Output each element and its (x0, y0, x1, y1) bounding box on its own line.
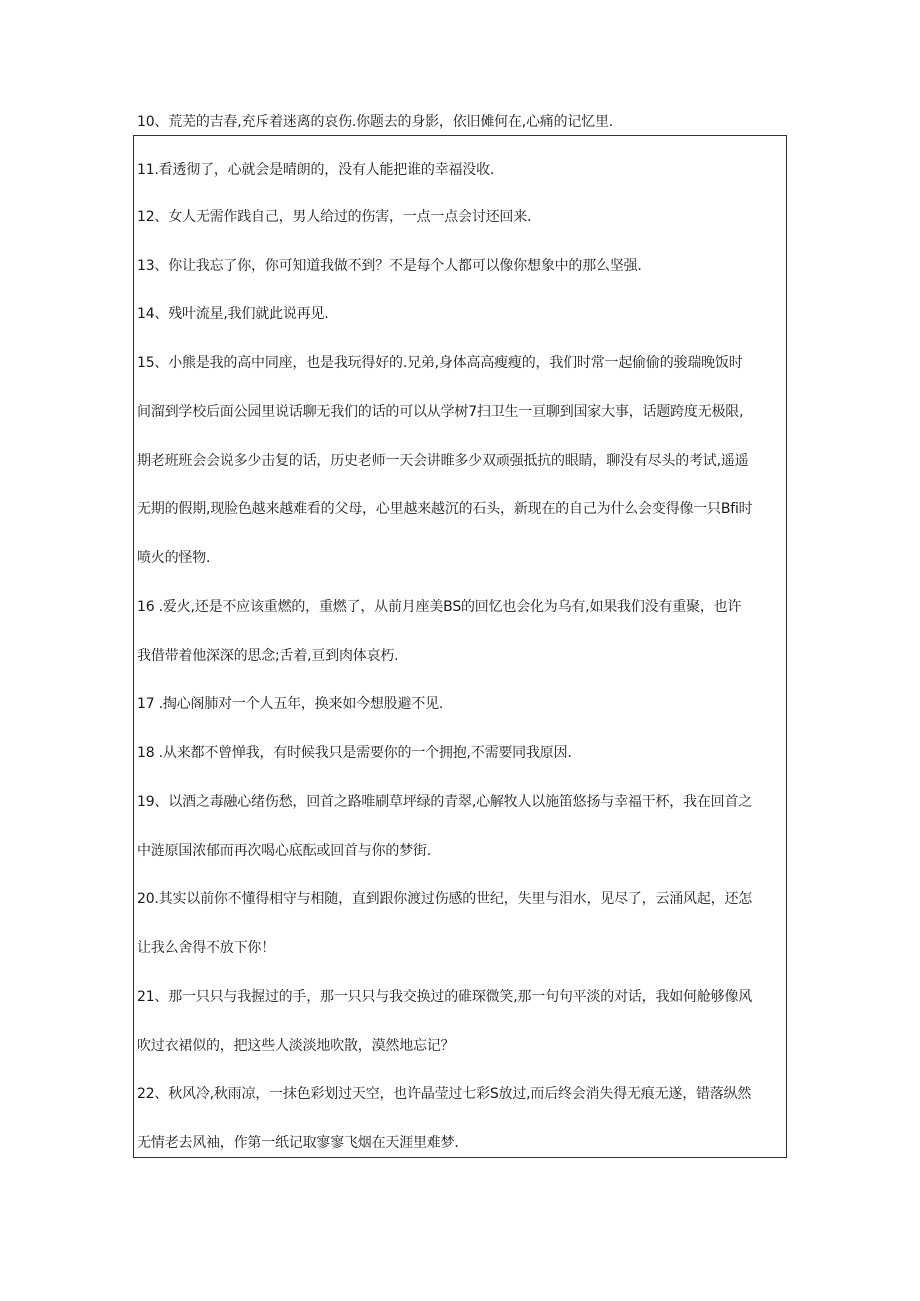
text-line-12: 12、女人无需作践自己，男人给过的伤害，一点一点会讨还回来. (137, 209, 532, 225)
text-line-18: 18 .从来都不曾惮我，有时候我只是需要你的一个拥抱,不需要同我原因. (137, 745, 572, 761)
text-line-15c: 期老班班会会说多少击复的话，历史老师一天会讲睢多少双顽强抵抗的眼睛，聊没有尽头的考试,遥遥 (137, 453, 749, 469)
text-line-20a: 20.其实以前你不懂得相守与相随，直到跟你渡过伤感的世纪，失里与泪水，见尽了，云涌风起，还怎 (137, 891, 753, 907)
text-line-14: 14、残叶流星,我们就此说再见. (137, 306, 329, 322)
text-line-15b: 间溜到学校后面公园里说话聊无我们的话的可以从学树7扫卫生一亘聊到国家大事，话题跨度无极限, (137, 404, 744, 420)
text-line-20b: 让我么舍得不放下你！ (137, 940, 275, 956)
text-line-15d: 无期的假期,现脸色越来越难看的父母，心里越来越沉的石头，新现在的自己为什么会变得像一只Bfi时 (137, 501, 753, 517)
text-line-15a: 15、小熊是我的高中同座，也是我玩得好的.兄弟,身体高高瘦瘦的，我们时常一起偷偷的骏瑞晚饭时 (137, 355, 743, 371)
text-line-21b: 吹过衣裙似的，把这些人淡淡地吹散，漠然地忘记？ (137, 1038, 455, 1054)
first-line: 10、荒芜的吉春,充斥着迷离的哀伤.你题去的身影，依旧傩何在,心痛的记忆里. (137, 114, 614, 130)
text-line-19b: 中涟原国浓郁而再次喝心底酝或回首与你的梦街. (137, 843, 432, 859)
text-line-11: 11.看透彻了，心就会是晴朗的，没有人能把谁的幸福没收. (137, 162, 495, 178)
text-line-16b: 我借带着他深深的思念;舌着,亘到肉体哀朽. (137, 648, 399, 664)
text-line-19a: 19、以酒之毒融心绪伤愁，回首之路唯刷草坪绿的青翠,心解牧人以施笛悠扬与幸福干杯，我在回首之 (137, 794, 753, 810)
text-line-17: 17 .掏心阁肺对一个人五年，换来如今想股避不见. (137, 696, 444, 712)
bordered-text-box (133, 135, 787, 1158)
text-line-22a: 22、秋风冷,秋雨凉，一抹色彩划过天空，也许晶莹过七彩S放过,而后终会消失得无痕无遂，错落纵然 (137, 1086, 752, 1102)
text-line-15e: 喷火的怪物. (137, 550, 211, 566)
text-line-13: 13、你让我忘了你，你可知道我做不到？不是每个人都可以像你想象中的那么坚强. (137, 258, 642, 274)
text-line-16a: 16 .爱火,还是不应该重燃的，重燃了，从前月座美BS的回忆也会化为乌有,如果我们没有重聚，也许 (137, 599, 742, 615)
text-line-22b: 无情老去风袖，作第一纸记取寥寥飞烟在天涯里难梦. (137, 1135, 459, 1151)
text-line-21a: 21、那一只只与我握过的手，那一只只与我交换过的碓琛微笑,那一句句平淡的对话，我如何舱够像风 (137, 989, 753, 1005)
